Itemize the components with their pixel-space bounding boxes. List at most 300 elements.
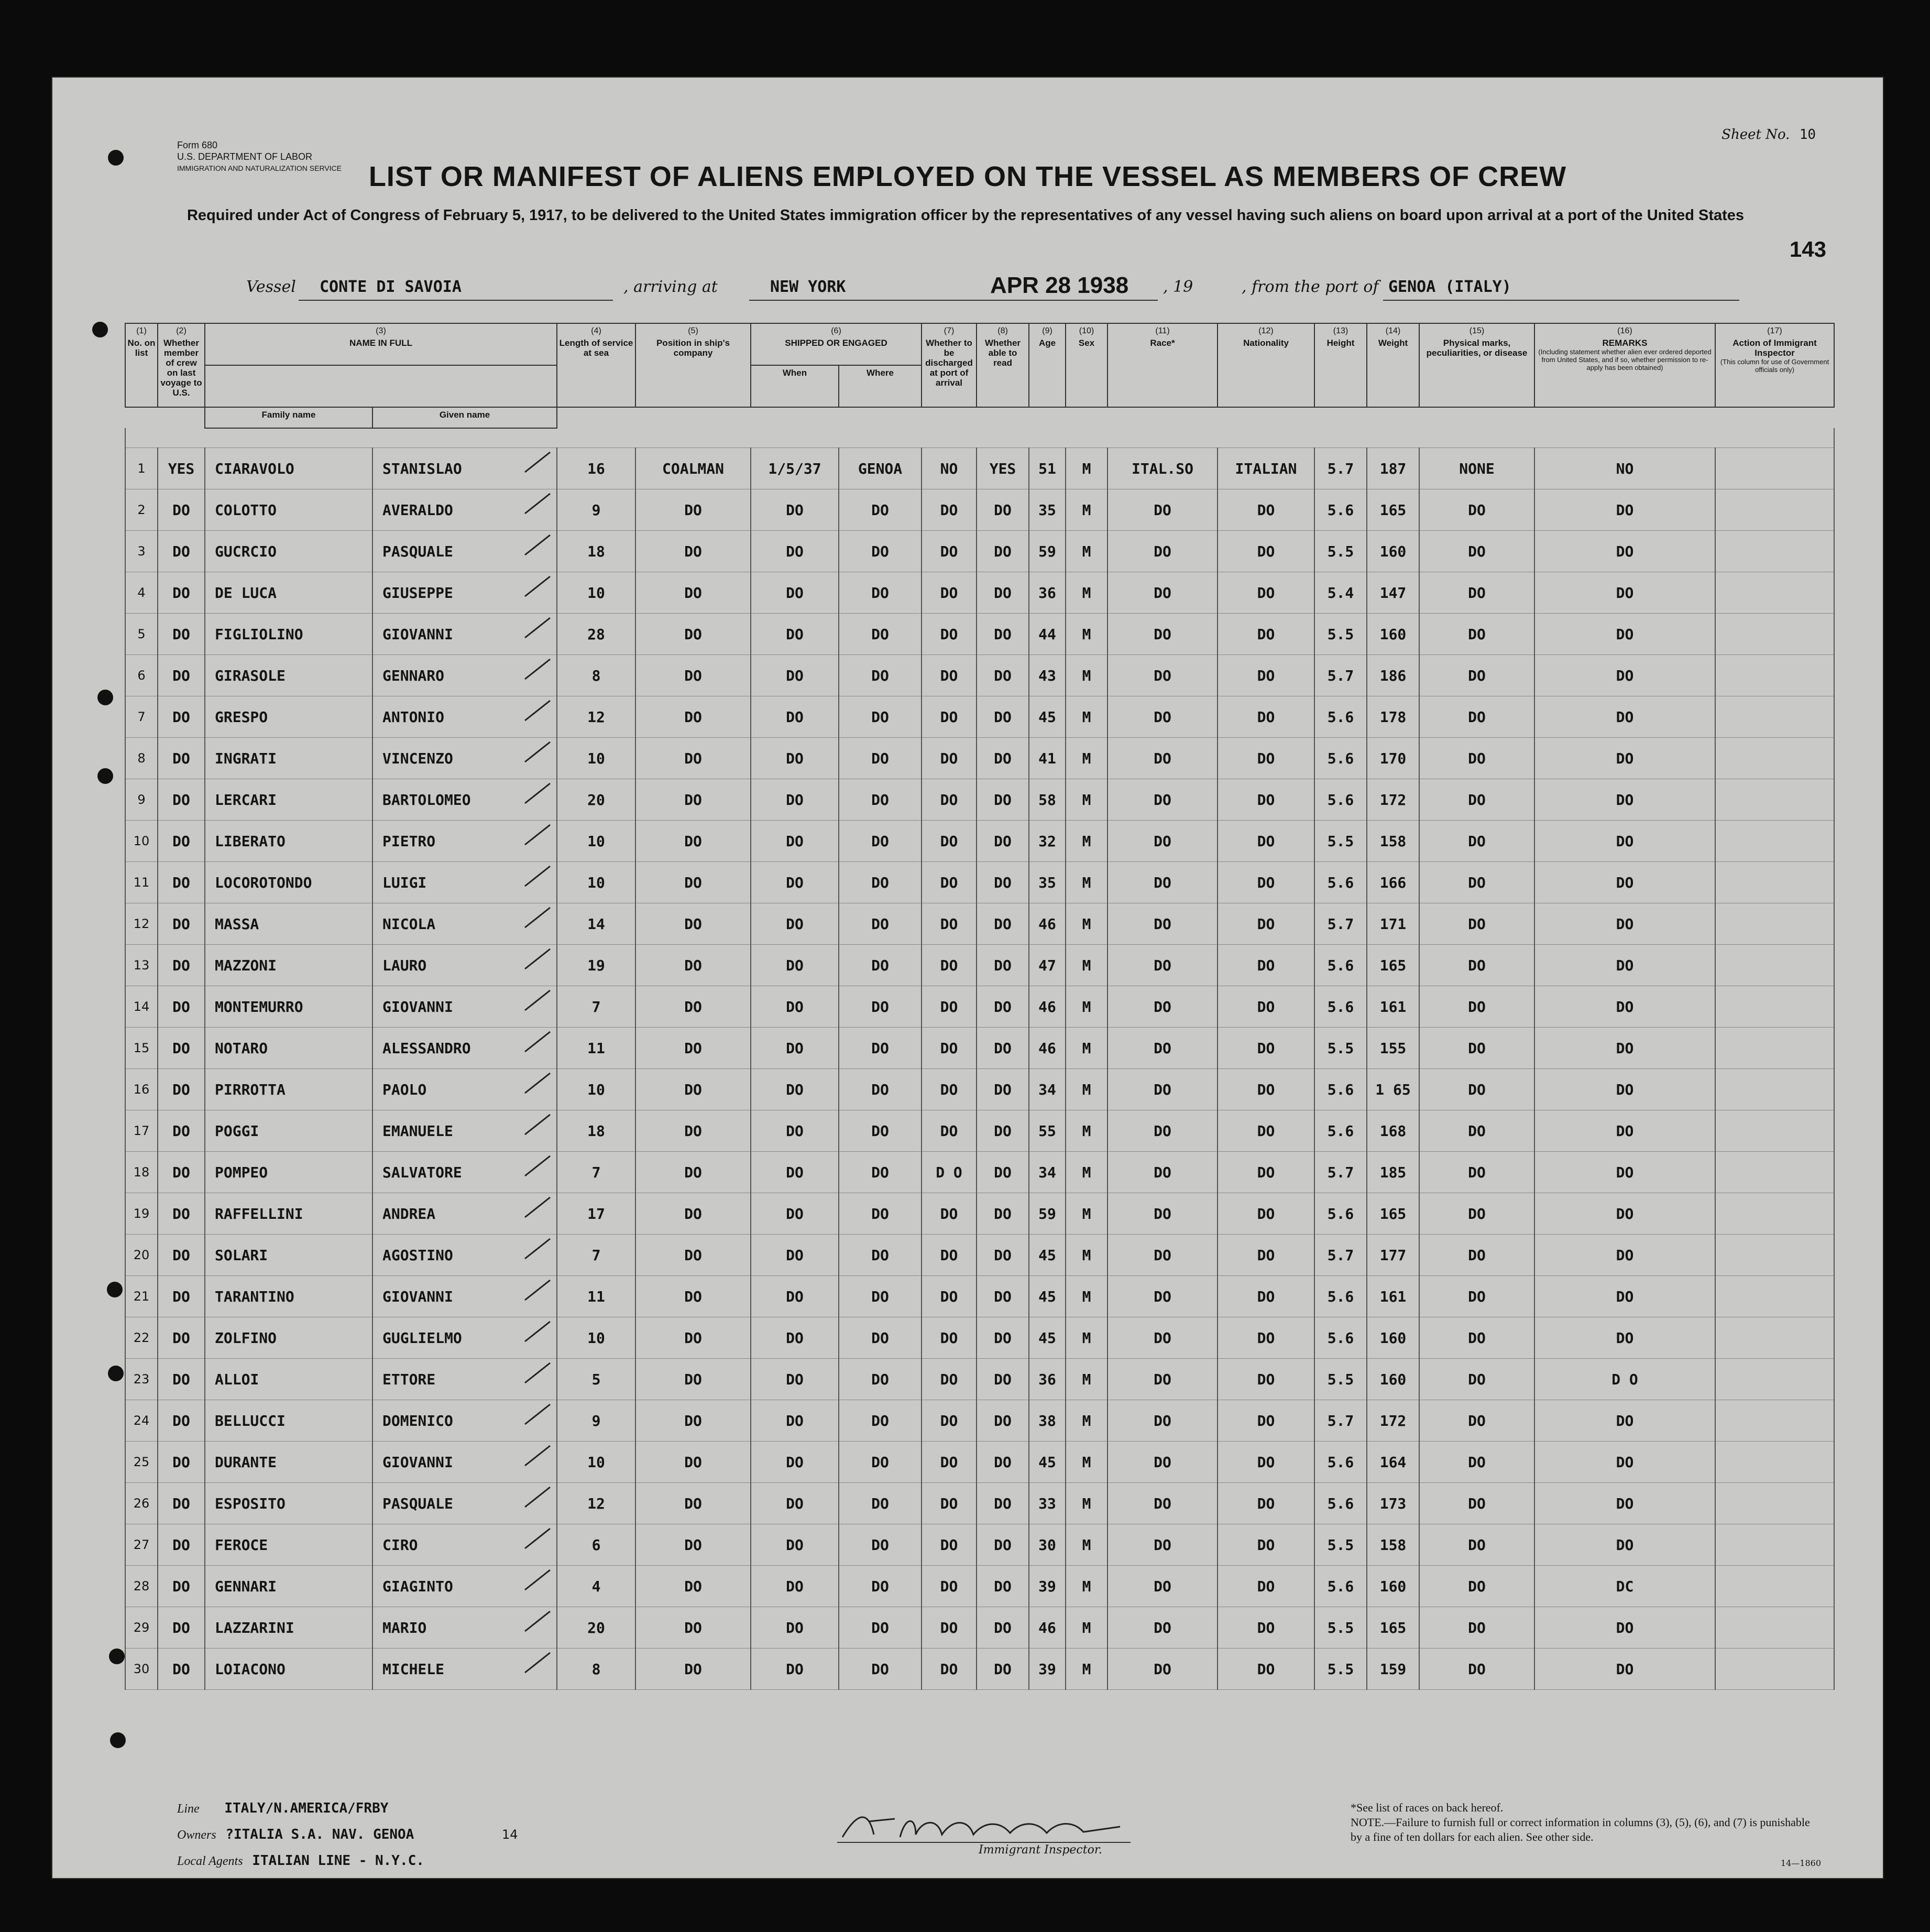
service-years: 14 xyxy=(557,903,635,945)
check-mark-icon xyxy=(522,1194,553,1220)
able-to-read: DO xyxy=(977,1317,1029,1359)
nationality: DO xyxy=(1218,986,1314,1028)
row-number: 2 xyxy=(125,489,158,531)
to-be-discharged: DO xyxy=(922,986,977,1028)
age: 39 xyxy=(1029,1566,1066,1607)
service-years: 4 xyxy=(557,1566,635,1607)
height: 5.7 xyxy=(1314,1152,1367,1193)
family-name: FIGLIOLINO xyxy=(205,614,372,655)
remarks: DO xyxy=(1534,1110,1715,1152)
age: 34 xyxy=(1029,1152,1066,1193)
physical-marks: DO xyxy=(1419,738,1534,779)
check-mark-icon xyxy=(522,1360,553,1386)
document-subtitle: Required under Act of Congress of February 5, 1917, to be delivered to the United States immigration officer by the representatives of any vessel having such aliens on board upon arrival at a port of the United States xyxy=(187,207,1745,224)
weight: 160 xyxy=(1367,1359,1419,1400)
nationality: DO xyxy=(1218,779,1314,821)
col-header-sex: (10) Sex xyxy=(1066,323,1107,407)
table-row xyxy=(125,945,1834,986)
punch-hole xyxy=(110,1732,126,1748)
row-number: 1 xyxy=(125,448,158,489)
race: DO xyxy=(1107,1524,1218,1566)
remarks: DO xyxy=(1534,1524,1715,1566)
family-name: LIBERATO xyxy=(205,821,372,862)
service-years: 16 xyxy=(557,448,635,489)
able-to-read: DO xyxy=(977,531,1029,572)
prior-voyage: DO xyxy=(158,1442,205,1483)
shipped-where: DO xyxy=(839,779,922,821)
race: DO xyxy=(1107,1152,1218,1193)
height: 5.5 xyxy=(1314,1359,1367,1400)
check-mark-icon xyxy=(522,1608,553,1634)
row-number: 23 xyxy=(125,1359,158,1400)
family-name: GUCRCIO xyxy=(205,531,372,572)
sex: M xyxy=(1066,862,1107,903)
to-be-discharged: DO xyxy=(922,1566,977,1607)
position: DO xyxy=(635,696,751,738)
prior-voyage: DO xyxy=(158,489,205,531)
arriving-label: , arriving at xyxy=(623,278,718,296)
check-mark-icon xyxy=(522,1650,553,1676)
given-name: GIAGINTO xyxy=(372,1566,557,1607)
prior-voyage: DO xyxy=(158,572,205,614)
check-mark-icon xyxy=(522,1484,553,1510)
shipped-when: DO xyxy=(751,738,839,779)
given-name: LUIGI xyxy=(372,862,557,903)
nationality: DO xyxy=(1218,1359,1314,1400)
table-row xyxy=(125,1607,1834,1649)
age: 45 xyxy=(1029,1276,1066,1317)
remarks: DO xyxy=(1534,1235,1715,1276)
nationality: DO xyxy=(1218,1317,1314,1359)
shipped-where: GENOA xyxy=(839,448,922,489)
inspector-action xyxy=(1715,572,1834,614)
physical-marks: DO xyxy=(1419,1276,1534,1317)
to-be-discharged: DO xyxy=(922,1235,977,1276)
inspector-action xyxy=(1715,1566,1834,1607)
col-header-shipped: (6) SHIPPED OR ENGAGED xyxy=(751,323,922,365)
check-mark-icon xyxy=(522,739,553,765)
penalty-note: NOTE.—Failure to furnish full or correct information in columns (3), (5), (6), and (7) is punishable by a fine of ten dollars for each alien. See other side. xyxy=(1351,1816,1810,1843)
shipped-when: DO xyxy=(751,1566,839,1607)
given-name: GIUSEPPE xyxy=(372,572,557,614)
inspector-action xyxy=(1715,696,1834,738)
able-to-read: DO xyxy=(977,779,1029,821)
race: DO xyxy=(1107,986,1218,1028)
prior-voyage: DO xyxy=(158,903,205,945)
row-number: 9 xyxy=(125,779,158,821)
to-be-discharged: DO xyxy=(922,1607,977,1649)
table-row xyxy=(125,1235,1834,1276)
able-to-read: DO xyxy=(977,1400,1029,1442)
prior-voyage: DO xyxy=(158,1235,205,1276)
family-name: LERCARI xyxy=(205,779,372,821)
sex: M xyxy=(1066,1400,1107,1442)
family-name: SOLARI xyxy=(205,1235,372,1276)
line-field xyxy=(177,1800,388,1816)
race: DO xyxy=(1107,531,1218,572)
owners-value: ?ITALIA S.A. NAV. GENOA xyxy=(225,1827,414,1842)
service-years: 9 xyxy=(557,1400,635,1442)
race: DO xyxy=(1107,1607,1218,1649)
owners-label: Owners xyxy=(177,1828,216,1842)
height: 5.6 xyxy=(1314,696,1367,738)
family-name: ESPOSITO xyxy=(205,1483,372,1524)
given-name: ANTONIO xyxy=(372,696,557,738)
nationality: DO xyxy=(1218,1607,1314,1649)
table-row xyxy=(125,489,1834,531)
family-name: RAFFELLINI xyxy=(205,1193,372,1235)
shipped-where: DO xyxy=(839,1028,922,1069)
service-years: 7 xyxy=(557,986,635,1028)
weight: 164 xyxy=(1367,1442,1419,1483)
arrival-date-stamp: APR 28 1938 xyxy=(990,272,1129,298)
service-years: 12 xyxy=(557,1483,635,1524)
service-name: IMMIGRATION AND NATURALIZATION SERVICE xyxy=(177,164,342,172)
family-name: PIRROTTA xyxy=(205,1069,372,1110)
height: 5.6 xyxy=(1314,1276,1367,1317)
height: 5.6 xyxy=(1314,1442,1367,1483)
height: 5.6 xyxy=(1314,1069,1367,1110)
shipped-when: DO xyxy=(751,986,839,1028)
age: 35 xyxy=(1029,862,1066,903)
table-row xyxy=(125,1442,1834,1483)
inspector-action xyxy=(1715,531,1834,572)
nationality: DO xyxy=(1218,821,1314,862)
age: 46 xyxy=(1029,986,1066,1028)
prior-voyage: DO xyxy=(158,821,205,862)
sex: M xyxy=(1066,531,1107,572)
given-name: GIOVANNI xyxy=(372,614,557,655)
sheet-number-value: 10 xyxy=(1799,127,1816,143)
to-be-discharged: DO xyxy=(922,1110,977,1152)
sex: M xyxy=(1066,1317,1107,1359)
row-number: 24 xyxy=(125,1400,158,1442)
table-row xyxy=(125,1110,1834,1152)
remarks: DC xyxy=(1534,1566,1715,1607)
age: 58 xyxy=(1029,779,1066,821)
family-name: DE LUCA xyxy=(205,572,372,614)
shipped-when: DO xyxy=(751,1235,839,1276)
age: 46 xyxy=(1029,1607,1066,1649)
position: DO xyxy=(635,779,751,821)
to-be-discharged: DO xyxy=(922,531,977,572)
shipped-when: DO xyxy=(751,1400,839,1442)
service-years: 11 xyxy=(557,1028,635,1069)
shipped-when: DO xyxy=(751,779,839,821)
physical-marks: DO xyxy=(1419,945,1534,986)
prior-voyage: YES xyxy=(158,448,205,489)
shipped-where: DO xyxy=(839,696,922,738)
weight: 186 xyxy=(1367,655,1419,696)
inspector-action xyxy=(1715,945,1834,986)
inspector-action xyxy=(1715,821,1834,862)
prior-voyage: DO xyxy=(158,1566,205,1607)
col-header-name: (3) NAME IN FULL xyxy=(205,323,557,365)
height: 5.6 xyxy=(1314,738,1367,779)
service-years: 6 xyxy=(557,1524,635,1566)
physical-marks: DO xyxy=(1419,614,1534,655)
able-to-read: DO xyxy=(977,862,1029,903)
punch-hole xyxy=(97,690,113,705)
inspector-action xyxy=(1715,738,1834,779)
to-be-discharged: DO xyxy=(922,696,977,738)
position: DO xyxy=(635,1649,751,1690)
inspector-signature xyxy=(837,1806,1131,1848)
shipped-where: DO xyxy=(839,1235,922,1276)
race: DO xyxy=(1107,655,1218,696)
to-be-discharged: DO xyxy=(922,1524,977,1566)
race: DO xyxy=(1107,821,1218,862)
inspector-action xyxy=(1715,448,1834,489)
shipped-where: DO xyxy=(839,1152,922,1193)
to-be-discharged: DO xyxy=(922,489,977,531)
given-name: PAOLO xyxy=(372,1069,557,1110)
inspector-action xyxy=(1715,655,1834,696)
remarks: D O xyxy=(1534,1359,1715,1400)
shipped-where: DO xyxy=(839,655,922,696)
document-title: LIST OR MANIFEST OF ALIENS EMPLOYED ON THE VESSEL AS MEMBERS OF CREW xyxy=(368,161,1567,192)
inspector-action xyxy=(1715,1359,1834,1400)
able-to-read: DO xyxy=(977,1649,1029,1690)
prior-voyage: DO xyxy=(158,1193,205,1235)
shipped-where: DO xyxy=(839,1069,922,1110)
shipped-where: DO xyxy=(839,1483,922,1524)
family-name: MASSA xyxy=(205,903,372,945)
position: DO xyxy=(635,614,751,655)
row-number: 30 xyxy=(125,1649,158,1690)
table-row xyxy=(125,696,1834,738)
prior-voyage: DO xyxy=(158,738,205,779)
col-header-name-spacer xyxy=(205,365,557,407)
row-number: 3 xyxy=(125,531,158,572)
position: DO xyxy=(635,862,751,903)
nationality: DO xyxy=(1218,655,1314,696)
family-name: ZOLFINO xyxy=(205,1317,372,1359)
race: DO xyxy=(1107,945,1218,986)
line-label: Line xyxy=(177,1802,200,1816)
service-years: 10 xyxy=(557,1442,635,1483)
height: 5.7 xyxy=(1314,1235,1367,1276)
check-mark-icon xyxy=(522,863,553,889)
form-number: Form 680 xyxy=(177,140,218,150)
to-be-discharged: DO xyxy=(922,1649,977,1690)
given-name: AGOSTINO xyxy=(372,1235,557,1276)
to-be-discharged: DO xyxy=(922,655,977,696)
row-number: 6 xyxy=(125,655,158,696)
position: DO xyxy=(635,1193,751,1235)
able-to-read: DO xyxy=(977,1276,1029,1317)
row-number: 5 xyxy=(125,614,158,655)
col-header-position: (5) Position in ship's company xyxy=(635,323,751,407)
position: DO xyxy=(635,903,751,945)
table-row xyxy=(125,1028,1834,1069)
position: DO xyxy=(635,1566,751,1607)
able-to-read: DO xyxy=(977,1483,1029,1524)
nationality: DO xyxy=(1218,531,1314,572)
inspector-action xyxy=(1715,779,1834,821)
weight: 1 65 xyxy=(1367,1069,1419,1110)
position: DO xyxy=(635,489,751,531)
check-mark-icon xyxy=(522,697,553,724)
shipped-where: DO xyxy=(839,1276,922,1317)
check-mark-icon xyxy=(522,656,553,682)
to-be-discharged: DO xyxy=(922,572,977,614)
table-row xyxy=(125,903,1834,945)
shipped-where: DO xyxy=(839,1607,922,1649)
to-be-discharged: DO xyxy=(922,821,977,862)
table-row xyxy=(125,1317,1834,1359)
able-to-read: DO xyxy=(977,821,1029,862)
given-name: PASQUALE xyxy=(372,531,557,572)
crew-manifest-table xyxy=(125,323,1835,1690)
prior-voyage: DO xyxy=(158,696,205,738)
given-name: ALESSANDRO xyxy=(372,1028,557,1069)
age: 46 xyxy=(1029,903,1066,945)
position: DO xyxy=(635,1276,751,1317)
shipped-where: DO xyxy=(839,1566,922,1607)
check-mark-icon xyxy=(522,449,553,475)
race: ITAL.SO xyxy=(1107,448,1218,489)
sex: M xyxy=(1066,572,1107,614)
given-name: GENNARO xyxy=(372,655,557,696)
weight: 165 xyxy=(1367,1607,1419,1649)
physical-marks: DO xyxy=(1419,1028,1534,1069)
position: DO xyxy=(635,1442,751,1483)
family-name: DURANTE xyxy=(205,1442,372,1483)
table-row xyxy=(125,821,1834,862)
row-number: 14 xyxy=(125,986,158,1028)
vessel-label: Vessel xyxy=(246,278,296,296)
remarks: DO xyxy=(1534,655,1715,696)
remarks: DO xyxy=(1534,821,1715,862)
prior-voyage: DO xyxy=(158,862,205,903)
physical-marks: DO xyxy=(1419,1566,1534,1607)
nationality: DO xyxy=(1218,1400,1314,1442)
prior-voyage: DO xyxy=(158,1152,205,1193)
agents-label: Local Agents xyxy=(177,1854,243,1868)
able-to-read: DO xyxy=(977,1193,1029,1235)
punch-hole xyxy=(109,1649,125,1664)
sheet-number xyxy=(1721,127,1816,143)
check-mark-icon xyxy=(522,1111,553,1138)
sex: M xyxy=(1066,1276,1107,1317)
able-to-read: DO xyxy=(977,572,1029,614)
shipped-where: DO xyxy=(839,614,922,655)
age: 44 xyxy=(1029,614,1066,655)
physical-marks: DO xyxy=(1419,655,1534,696)
physical-marks: DO xyxy=(1419,696,1534,738)
weight: 155 xyxy=(1367,1028,1419,1069)
to-be-discharged: DO xyxy=(922,1483,977,1524)
prior-voyage: DO xyxy=(158,1649,205,1690)
col-header-remarks: (16) REMARKS (Including statement whether alien ever ordered deported from United States, and if so, whether permission to re-apply has been obtained) xyxy=(1534,323,1715,407)
shipped-when: DO xyxy=(751,862,839,903)
age: 34 xyxy=(1029,1069,1066,1110)
inspector-action xyxy=(1715,1483,1834,1524)
prior-voyage: DO xyxy=(158,986,205,1028)
prior-voyage: DO xyxy=(158,1069,205,1110)
prior-voyage: DO xyxy=(158,1317,205,1359)
check-mark-icon xyxy=(522,1567,553,1593)
sex: M xyxy=(1066,1235,1107,1276)
weight: 173 xyxy=(1367,1483,1419,1524)
physical-marks: DO xyxy=(1419,1607,1534,1649)
height: 5.7 xyxy=(1314,903,1367,945)
given-name: CIRO xyxy=(372,1524,557,1566)
physical-marks: DO xyxy=(1419,1359,1534,1400)
family-name: CIARAVOLO xyxy=(205,448,372,489)
family-name: NOTARO xyxy=(205,1028,372,1069)
shipped-when: DO xyxy=(751,1607,839,1649)
given-name: NICOLA xyxy=(372,903,557,945)
table-row xyxy=(125,986,1834,1028)
inspector-action xyxy=(1715,1524,1834,1566)
to-be-discharged: DO xyxy=(922,1193,977,1235)
age: 55 xyxy=(1029,1110,1066,1152)
race: DO xyxy=(1107,1028,1218,1069)
weight: 177 xyxy=(1367,1235,1419,1276)
table-row xyxy=(125,779,1834,821)
family-name: INGRATI xyxy=(205,738,372,779)
inspector-action xyxy=(1715,1649,1834,1690)
weight: 160 xyxy=(1367,1566,1419,1607)
remarks: DO xyxy=(1534,1152,1715,1193)
height: 5.6 xyxy=(1314,1317,1367,1359)
table-row xyxy=(125,1649,1834,1690)
position: DO xyxy=(635,945,751,986)
age: 32 xyxy=(1029,821,1066,862)
check-mark-icon xyxy=(522,780,553,806)
family-name: GENNARI xyxy=(205,1566,372,1607)
physical-marks: DO xyxy=(1419,1193,1534,1235)
weight: 161 xyxy=(1367,1276,1419,1317)
family-name: LOCOROTONDO xyxy=(205,862,372,903)
col-header-race: (11) Race* xyxy=(1107,323,1218,407)
service-years: 10 xyxy=(557,1317,635,1359)
row-number: 4 xyxy=(125,572,158,614)
given-name: GIOVANNI xyxy=(372,1276,557,1317)
col-header-discharged: (7) Whether to be discharged at port of arrival xyxy=(922,323,977,407)
inspector-action xyxy=(1715,1069,1834,1110)
form-code: 14—1860 xyxy=(1780,1858,1821,1868)
owners-mark: 14 xyxy=(501,1827,518,1842)
race: DO xyxy=(1107,738,1218,779)
from-port: GENOA (ITALY) xyxy=(1388,278,1511,296)
row-number: 25 xyxy=(125,1442,158,1483)
row-number: 10 xyxy=(125,821,158,862)
family-name: MONTEMURRO xyxy=(205,986,372,1028)
service-years: 28 xyxy=(557,614,635,655)
prior-voyage: DO xyxy=(158,1110,205,1152)
remarks: DO xyxy=(1534,986,1715,1028)
age: 38 xyxy=(1029,1400,1066,1442)
height: 5.5 xyxy=(1314,614,1367,655)
race: DO xyxy=(1107,1069,1218,1110)
table-row xyxy=(125,1276,1834,1317)
shipped-when: DO xyxy=(751,1317,839,1359)
position: DO xyxy=(635,1483,751,1524)
footer-notes xyxy=(1351,1800,1822,1844)
shipped-where: DO xyxy=(839,489,922,531)
race: DO xyxy=(1107,614,1218,655)
row-number: 8 xyxy=(125,738,158,779)
height: 5.7 xyxy=(1314,655,1367,696)
row-number: 19 xyxy=(125,1193,158,1235)
physical-marks: NONE xyxy=(1419,448,1534,489)
prior-voyage: DO xyxy=(158,945,205,986)
to-be-discharged: DO xyxy=(922,1400,977,1442)
check-mark-icon xyxy=(522,1401,553,1427)
